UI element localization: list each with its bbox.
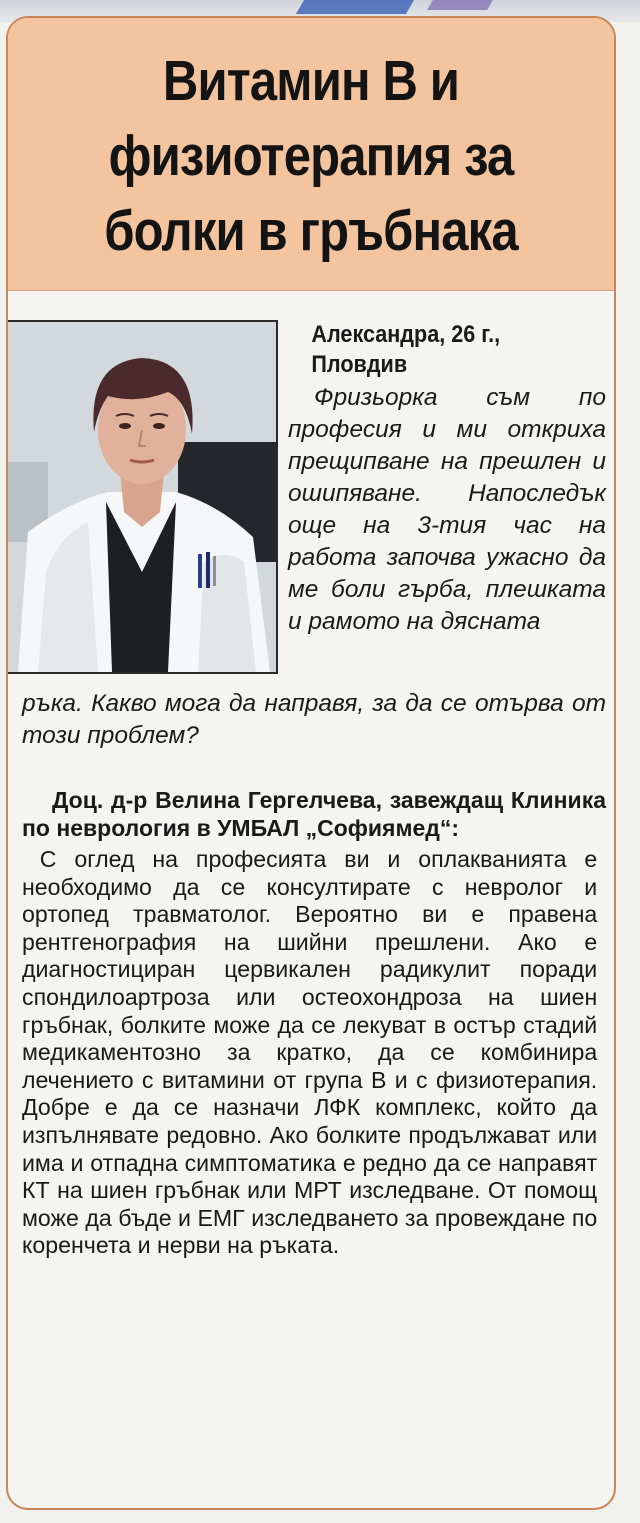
scan-artifact	[296, 0, 414, 14]
doctor-portrait-image	[8, 322, 276, 672]
question-text: Фризьорка съм по професия и ми откриха прещипване на прешлен и ошипяване. Напоследък още на 3-тия час на работа започва ужасно да ме боли гърба, плешката и рамото на дясната	[288, 384, 606, 635]
question-author: Александра, 26 г., Пловдив	[311, 321, 501, 378]
article-title: Витамин В и физиотерапия за болки в гръбнака	[104, 49, 518, 263]
answer-text: С оглед на професията ви и оплакванията е необходимо да се консултирате с невролог и ортопед травматолог. Вероятно ви е правена рентгенография на шийни прешлени. Ако е диагностициран цервикален радикулит поради спондилоартроза или остеохондроза на шиен гръбнак, болките може да се лекуват в остър стадий медикаментозно за кратко, да се комбинира лечението с витамини от група В и с физиотерапия. Добре е да се назначи ЛФК комплекс, който да изпълнявате редовно. Ако болките продължават или има и отпадна симптоматика е редно да се направят КТ на шиен гръбнак или МРТ изследване. От помощ може да бъде и ЕМГ изследването за провеждане по коренчета и нерви на ръката.	[22, 846, 598, 1259]
article-card	[6, 16, 616, 1510]
answer-section	[22, 786, 606, 1260]
question-column	[288, 320, 606, 638]
article-header	[8, 18, 614, 291]
scan-artifact	[427, 0, 493, 10]
question-text-continued: ръка. Какво мога да направя, за да се отърва от този проблем?	[22, 690, 606, 749]
answer-author: Доц. д-р Велина Гергелчева, завеждащ Клиника по неврология в УМБАЛ „Софиямед“:	[22, 787, 606, 841]
doctor-photo	[6, 320, 278, 674]
